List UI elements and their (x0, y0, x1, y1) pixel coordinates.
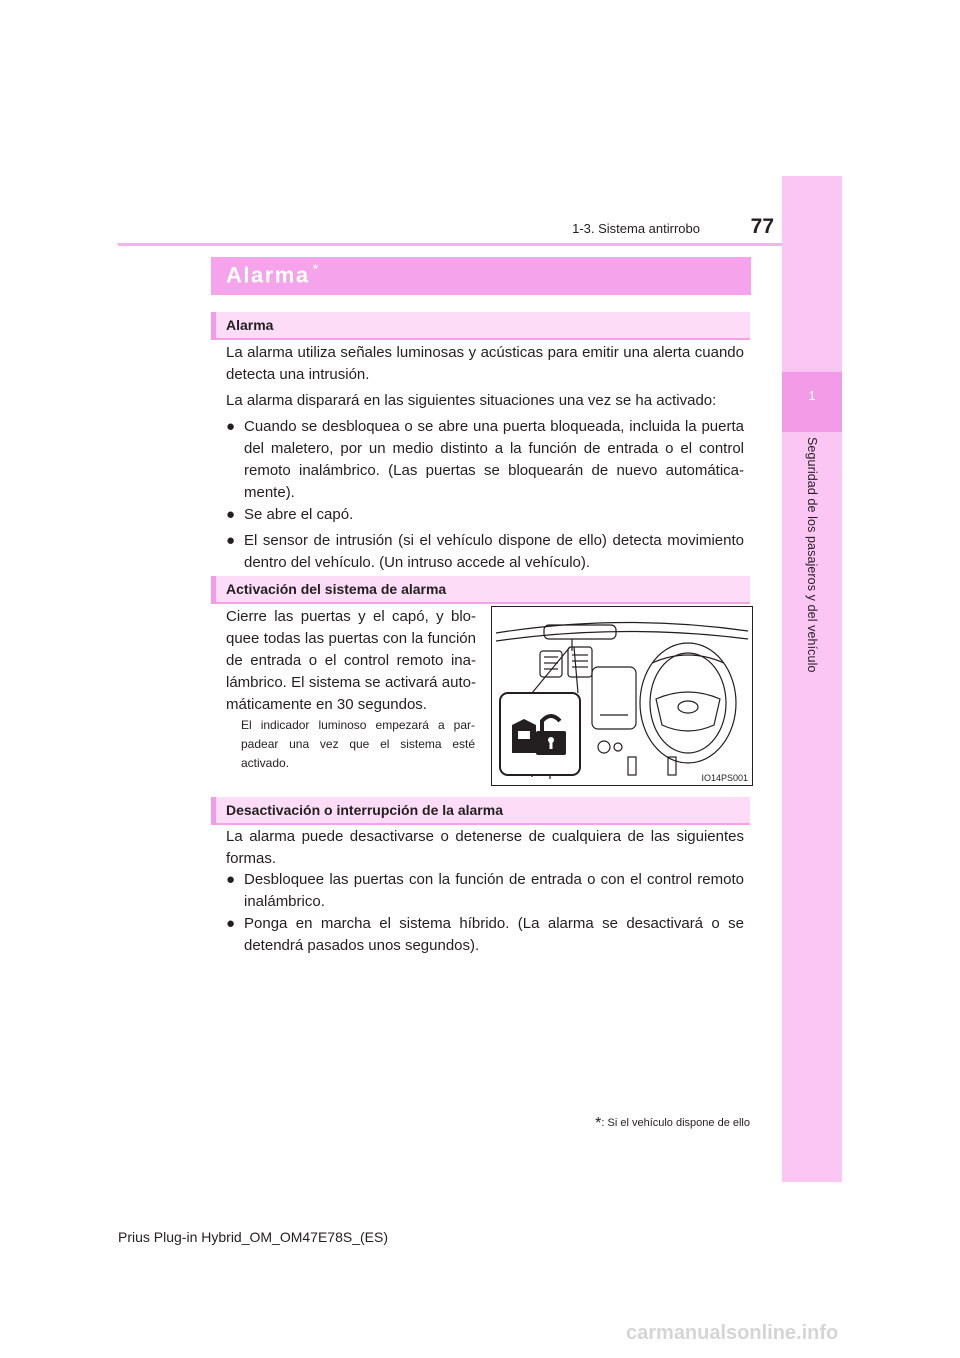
subheading-activation (211, 576, 750, 604)
list-item-text: Se abre el capó. (244, 506, 354, 523)
subheading-activation-text: Activación del sistema de alarma (226, 581, 447, 597)
activation-paragraph: Cierre las puertas y el capó, y blo-quee todas las puertas con la función de entrada o el control remoto ina-lámbrico. El sistema se activará auto-máticamente en 30 segundos. (226, 608, 476, 713)
dashboard-drawing (492, 607, 752, 785)
bullet-icon: ● (226, 532, 236, 549)
list-item (226, 869, 744, 913)
list-item-text: Ponga en marcha el sistema híbrido. (La alarma se desactivará o se detendrá pasados unos segundos). (244, 915, 744, 954)
chapter-number: 1 (808, 388, 816, 403)
list-item-text: Cuando se desbloquea o se abre una puerta bloqueada, incluida la puerta del maletero, por un medio distinto a la función de entrada o el control remoto inalámbrico. (Las puertas se bloquearán de nuevo automática-mente). (244, 418, 744, 501)
page-title-text: Alarma (226, 262, 310, 288)
activation-note: El indicador luminoso empezará a par-padear una vez que el sistema esté activado. (241, 718, 475, 770)
figure-code: IO14PS001 (701, 773, 748, 783)
title-asterisk: * (312, 261, 320, 278)
bullet-icon: ● (226, 915, 236, 932)
list-item-text: Desbloquee las puertas con la función de entrada o con el control remoto inalámbrico. (244, 871, 744, 910)
footnote-asterisk: * (595, 1115, 602, 1132)
bullet-icon: ● (226, 506, 236, 523)
footer-model: Prius Plug-in Hybrid_OM_OM47E78S_(ES) (118, 1229, 388, 1245)
page-number: 77 (750, 215, 774, 238)
list-item-text: El sensor de intrusión (si el vehículo dispone de ello) detecta movimiento dentro del vehículo. (Un intruso accede al vehículo). (244, 532, 744, 571)
list-item (226, 416, 744, 504)
dashboard-illustration (491, 606, 753, 786)
chapter-title: Seguridad de los pasajeros y del vehículo (805, 437, 819, 673)
list-item (226, 504, 744, 526)
alarm-trigger-paragraph: La alarma disparará en las siguientes situaciones una vez se ha activado: (226, 392, 717, 409)
list-item (226, 913, 744, 957)
page-title (226, 261, 320, 288)
subheading-alarm-text: Alarma (226, 317, 274, 333)
subheading-alarm (211, 312, 750, 340)
bullet-icon: ● (226, 871, 236, 888)
footnote-text: : Si el vehículo dispone de ello (601, 1117, 750, 1129)
list-item (226, 530, 744, 574)
watermark: carmanualsonline.info (626, 1322, 839, 1344)
subheading-deactivation-text: Desactivación o interrupción de la alarma (226, 802, 503, 818)
alarm-intro-paragraph: La alarma utiliza señales luminosas y acústicas para emitir una alerta cuando detecta una intrusión. (226, 344, 744, 383)
deactivation-paragraph: La alarma puede desactivarse o detenerse de cualquiera de las siguientes formas. (226, 828, 744, 867)
subheading-deactivation (211, 797, 750, 825)
footnote (560, 1115, 750, 1133)
bullet-icon: ● (226, 418, 236, 435)
header-rule (118, 243, 782, 246)
section-label: 1-3. Sistema antirrobo (572, 221, 700, 236)
